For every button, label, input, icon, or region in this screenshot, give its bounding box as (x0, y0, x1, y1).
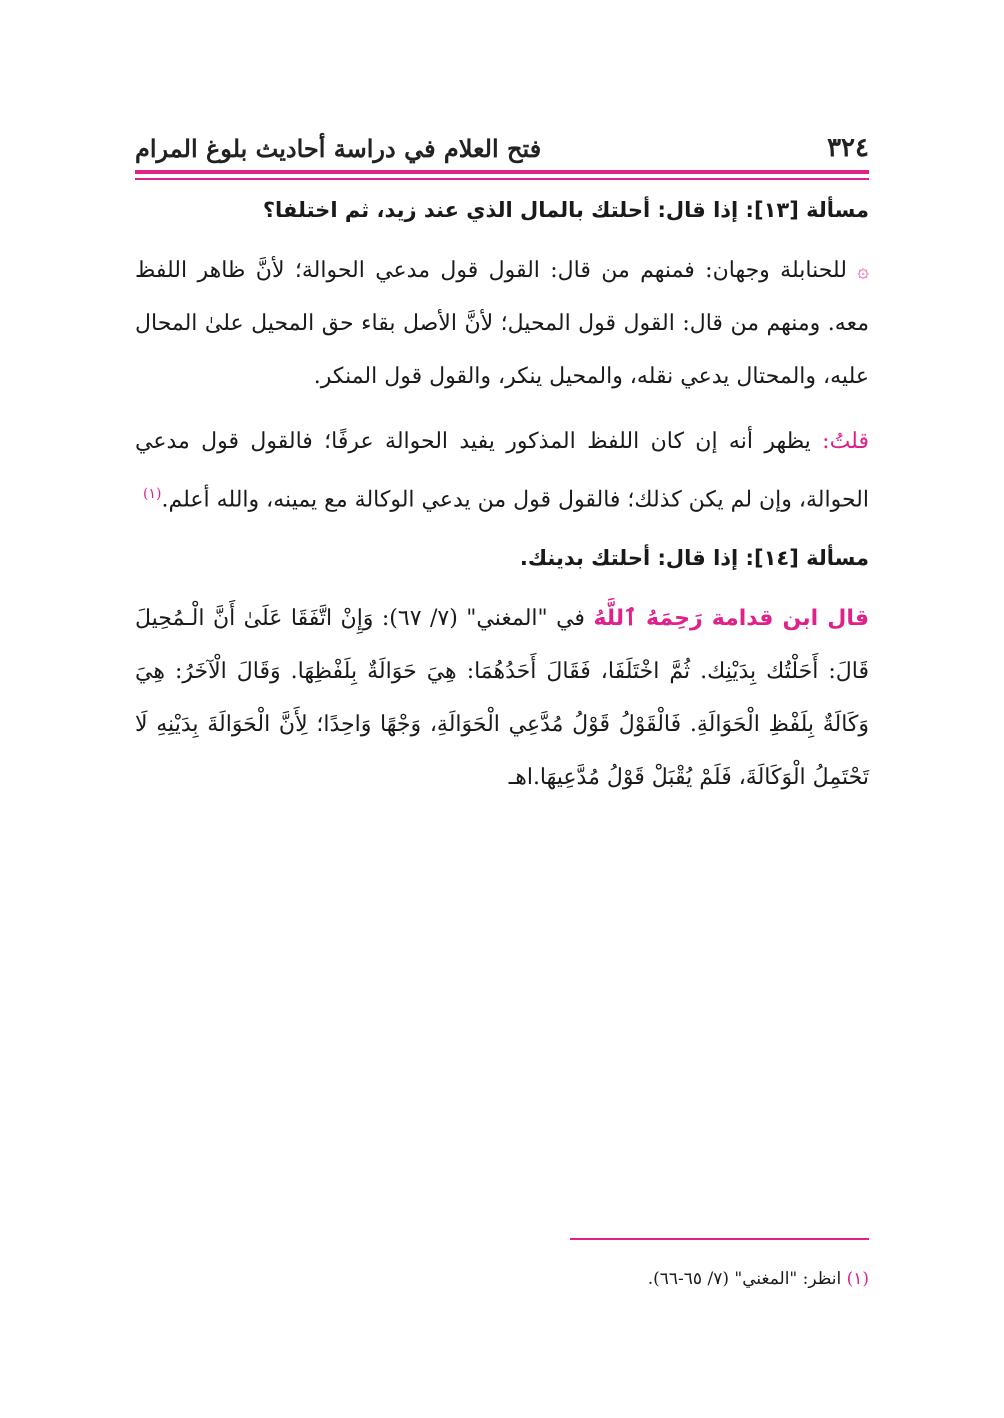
issue-13-paragraph-2 (135, 415, 869, 526)
footnote-text: انظر: "المغني" (٧/ ٦٥-٦٦). (647, 1269, 842, 1289)
issue-13-text-1: للحنابلة وجهان: فمنهم من قال: القول قول مدعي الحوالة؛ لأنَّ ظاهر اللفظ معه. ومنهم من قال: القول قول المحيل؛ لأنَّ الأصل بقاء حق المحيل علىٰ المحال عليه، والمحتال يدعي نقله، والمحيل ينكر، والقول قول المنكر. (135, 258, 869, 389)
page-header (135, 128, 869, 168)
footnote-number: (١) (846, 1269, 869, 1289)
main-content (135, 190, 869, 816)
qult-label: قلتُ: (822, 429, 869, 454)
header-rule-thin (135, 178, 869, 180)
issue-13-title: مسألة [١٣]: إذا قال: أحلتك بالمال الذي عند زيد، ثم اختلفا؟ (262, 198, 869, 222)
issue-14-paragraph (135, 592, 869, 804)
footnote (169, 1264, 869, 1294)
issue-14-quote: في "المغني" (٧/ ٦٧): وَإِنْ اتَّفَقَا عَلَىٰ أَنَّ الْـمُحِيلَ قَالَ: أَحَلْتُك بِدَيْنِك. ثُمَّ اخْتَلَفَا، فَقَالَ أَحَدُهُمَا: هِيَ حَوَالَةٌ بِلَفْظِهَا. وَقَالَ الْآخَرُ: هِيَ وَكَالَةٌ بِلَفْظِ الْحَوَالَةِ. فَالْقَوْلُ قَوْلُ مُدَّعِي الْحَوَالَةِ، وَجْهًا وَاحِدًا؛ لِأَنَّ الْحَوَالَةَ بِدَيْنِهِ لَا تَحْتَمِلُ الْوَكَالَةَ، فَلَمْ يُقْبَلْ قَوْلُ مُدَّعِيهَا.اهـ (135, 606, 869, 791)
footnote-rule (570, 1238, 869, 1240)
flower-ornament-icon: ۞ (857, 258, 869, 282)
issue-14-title: مسألة [١٤]: إذا قال: أحلتك بدينك. (519, 546, 869, 571)
footnote-marker[interactable]: (١) (143, 486, 162, 502)
page-number: ٣٢٤ (827, 133, 869, 163)
header-rule-thick (135, 170, 869, 174)
issue-13-text-2: يظهر أنه إن كان اللفظ المذكور يفيد الحوالة عرفًا؛ فالقول قول مدعي الحوالة، وإن لم يكن كذلك؛ فالقول قول من يدعي الوكالة مع يمينه، والله أعلم. (135, 429, 869, 513)
issue-13-paragraph-1 (135, 244, 869, 403)
running-title: فتح العلام في دراسة أحاديث بلوغ المرام (135, 133, 542, 163)
speaker-label: قال ابن قدامة رَحِمَهُ ٱللَّهُ (593, 606, 870, 632)
